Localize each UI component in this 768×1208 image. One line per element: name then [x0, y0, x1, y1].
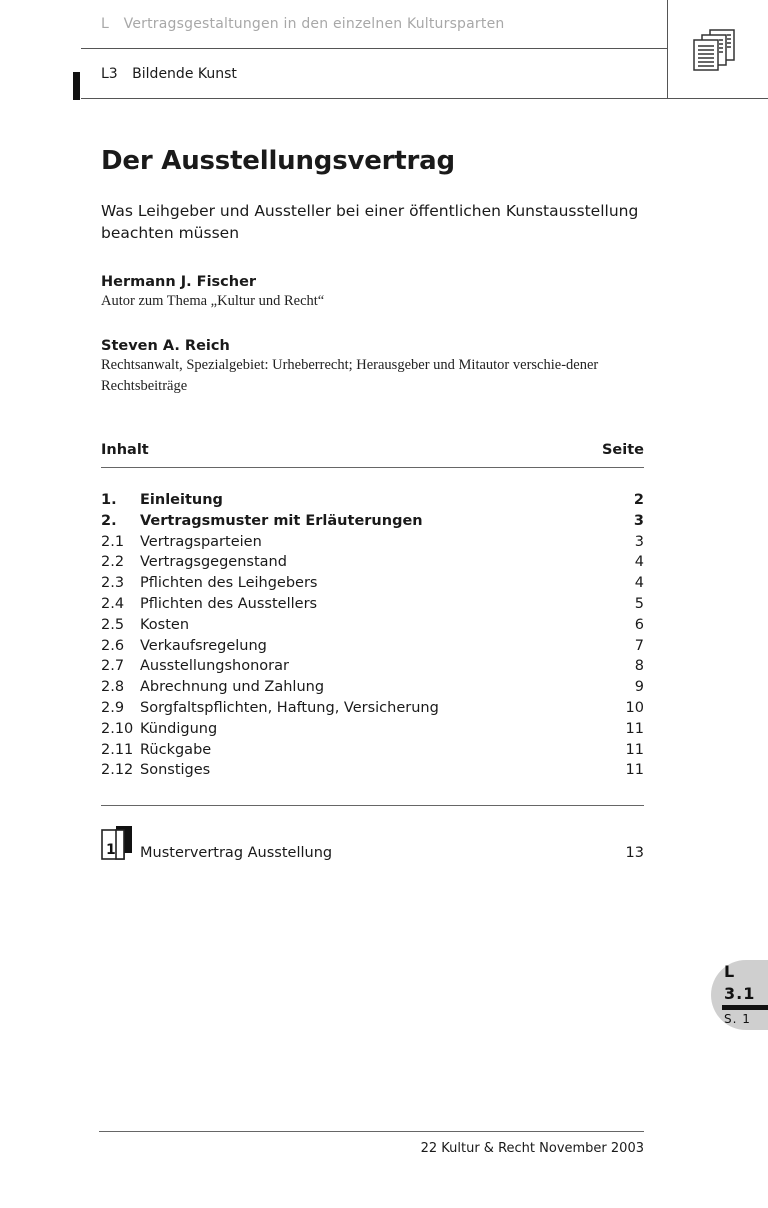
toc-item-title: Kosten	[140, 616, 190, 633]
subsection-code: L3	[101, 66, 118, 82]
toc-item-page: 7	[634, 637, 644, 654]
toc-item	[101, 677, 644, 698]
toc-item	[101, 552, 644, 573]
author-block	[101, 338, 646, 397]
toc-item-title: Verkaufsregelung	[140, 637, 267, 654]
toc-item-title: Vertragsparteien	[140, 533, 262, 550]
tab-page: S. 1	[724, 1012, 751, 1026]
toc-item	[101, 760, 644, 781]
running-header-section	[101, 16, 504, 32]
toc-item-page: 4	[634, 554, 644, 571]
toc-item-page: 3	[634, 533, 644, 550]
tab-number: 3.1	[724, 984, 756, 1003]
toc-item-page: 2	[633, 492, 644, 508]
toc-item-title: Abrechnung und Zahlung	[140, 679, 325, 696]
header-top-divider	[81, 48, 668, 49]
toc-item-page: 4	[634, 575, 644, 592]
toc-item-title: Vertragsgegenstand	[140, 554, 287, 571]
toc-heading-label: Inhalt	[101, 442, 149, 458]
toc-item-number: 2.9	[101, 699, 125, 716]
toc-item	[101, 532, 644, 553]
toc-item-page: 9	[634, 679, 644, 696]
author-block	[101, 274, 661, 312]
toc-page-heading: Seite	[601, 442, 644, 458]
page-footer: 22 Kultur & Recht November 2003	[420, 1141, 644, 1156]
toc-item-page: 10	[625, 699, 644, 716]
author-name: Hermann J. Fischer	[101, 274, 257, 290]
article-subtitle: Was Leihgeber und Aussteller bei einer öffentlichen Kunstausstellung beachten müssen	[101, 202, 639, 242]
toc-item-title: Pflichten des Ausstellers	[140, 595, 318, 612]
appendix-entry	[101, 845, 644, 867]
toc-item	[101, 615, 644, 636]
toc-item-number: 1.	[101, 492, 117, 508]
toc-item-title: Vertragsmuster mit Erläuterungen	[140, 512, 423, 529]
subsection-title: Bildende Kunst	[132, 66, 237, 82]
toc-item-number: 2.4	[101, 595, 125, 612]
header-vertical-divider	[667, 0, 668, 99]
toc-item	[101, 490, 644, 511]
toc-item-number: 2.1	[101, 533, 125, 550]
appendix-title: Mustervertrag Ausstellung	[140, 845, 333, 861]
running-header-subsection	[101, 66, 237, 82]
toc-item-number: 2.3	[101, 575, 125, 592]
toc-item	[101, 573, 644, 594]
author-name: Steven A. Reich	[101, 338, 230, 354]
document-number: 1	[106, 842, 116, 858]
toc-item-number: 2.8	[101, 679, 125, 696]
toc-item-number: 2.5	[101, 616, 125, 633]
section-title: Vertragsgestaltungen in den einzelnen Kultursparten	[123, 16, 505, 32]
toc-item-title: Sonstiges	[140, 762, 211, 779]
toc-list	[101, 490, 644, 781]
header-bottom-divider	[81, 98, 768, 99]
toc-item	[101, 511, 644, 532]
toc-item	[101, 698, 644, 719]
toc-item-title: Ausstellungshonorar	[140, 658, 289, 675]
tab-section: L	[724, 962, 735, 981]
toc-item-page: 3	[633, 512, 644, 529]
toc-item-title: Pflichten des Leihgebers	[140, 575, 318, 592]
toc-heading-divider	[101, 467, 644, 468]
toc-item-number: 2.2	[101, 554, 125, 571]
toc-item	[101, 656, 644, 677]
toc-item-title: Rückgabe	[140, 741, 212, 758]
toc-item	[101, 740, 644, 761]
toc-heading	[101, 442, 644, 458]
toc-item-page: 11	[625, 741, 644, 758]
toc-item	[101, 636, 644, 657]
article-title: Der Ausstellungsvertrag	[101, 146, 455, 176]
toc-item-number: 2.6	[101, 637, 125, 654]
toc-item-title: Einleitung	[140, 492, 223, 508]
toc-item-title: Sorgfaltspflichten, Haftung, Versicherung	[140, 699, 439, 716]
toc-item-number: 2.12	[101, 762, 134, 779]
toc-item-number: 2.11	[101, 741, 134, 758]
tab-divider-bar	[722, 1005, 768, 1010]
toc-item-page: 6	[634, 616, 644, 633]
author-description: Rechtsanwalt, Spezialgebiet: Urheberrecht; Herausgeber und Mitautor verschie-dener Rechtsbeiträge	[101, 357, 599, 394]
toc-item-page: 11	[625, 762, 644, 779]
toc-item	[101, 719, 644, 740]
appendix-page: 13	[625, 845, 644, 861]
toc-item-number: 2.	[101, 512, 117, 529]
toc-item	[101, 594, 644, 615]
toc-item-title: Kündigung	[140, 720, 218, 737]
section-marker-bar	[73, 72, 80, 100]
toc-item-page: 11	[625, 720, 644, 737]
toc-item-page: 5	[634, 595, 644, 612]
section-code: L	[101, 16, 109, 32]
documents-icon	[692, 28, 738, 72]
toc-bottom-divider	[101, 805, 644, 806]
toc-item-number: 2.7	[101, 658, 125, 675]
toc-item-number: 2.10	[101, 720, 134, 737]
footer-divider	[99, 1131, 644, 1132]
toc-item-page: 8	[634, 658, 644, 675]
author-description: Autor zum Thema „Kultur und Recht“	[101, 293, 325, 309]
